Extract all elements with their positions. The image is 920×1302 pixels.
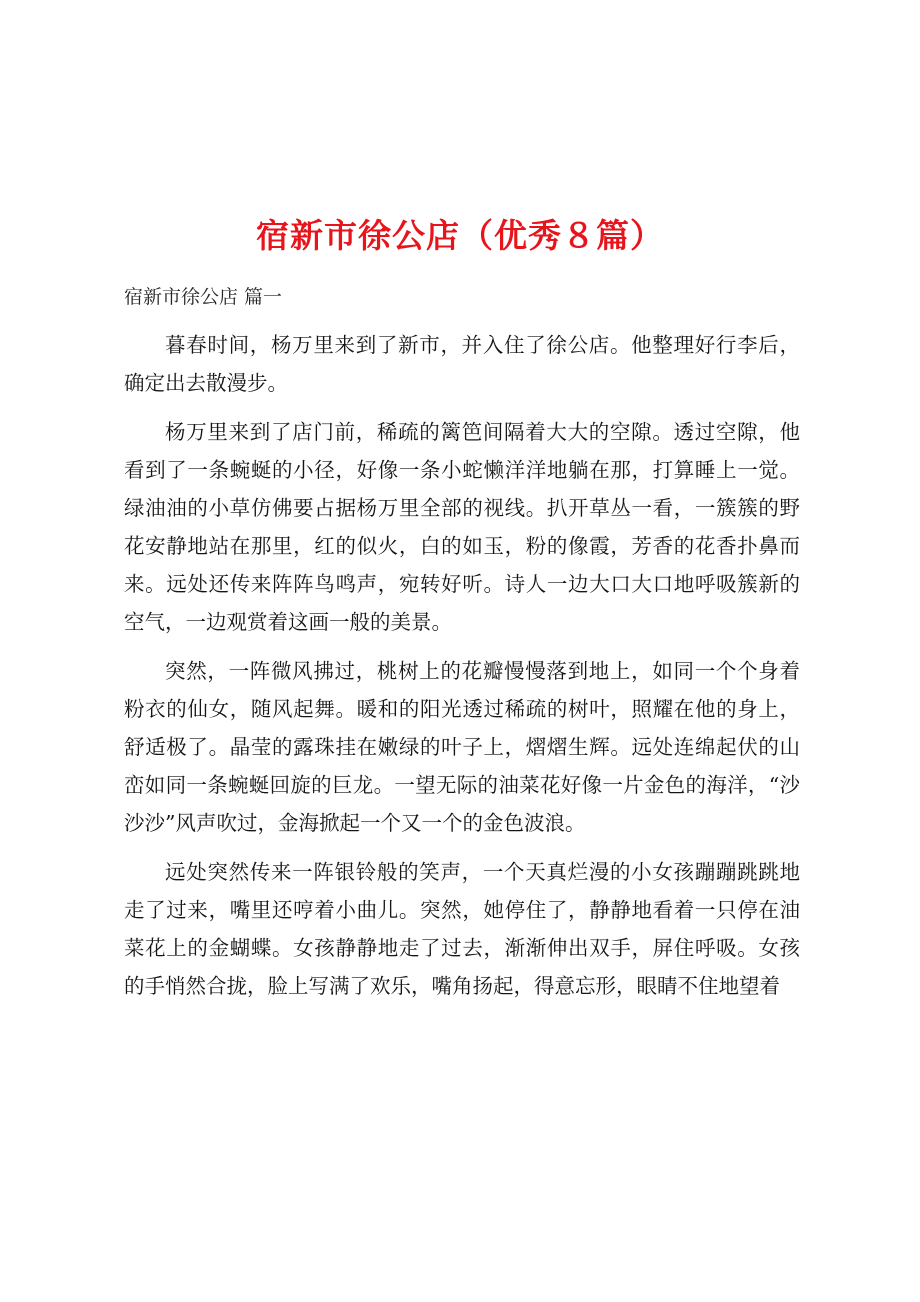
section-heading: 宿新市徐公店 篇一 [124, 286, 283, 308]
paragraph: 突然，一阵微风拂过，桃树上的花瓣慢慢落到地上，如同一个个身着粉衣的仙女，随风起舞。暖和的阳光透过稀疏的树叶，照耀在他的身上，舒适极了。晶莹的露珠挂在嫩绿的叶子上，熠熠生辉。远处连绵起伏的山峦如同一条蜿蜒回旋的巨龙。一望无际的油菜花好像一片金色的海洋，“沙沙沙”风声吹过，金海掀起一个又一个的金色波浪。 [124, 659, 800, 835]
paragraph: 远处突然传来一阵银铃般的笑声，一个天真烂漫的小女孩蹦蹦跳跳地走了过来，嘴里还哼着小曲儿。突然，她停住了，静静地看着一只停在油菜花上的金蝴蝶。女孩静静地走了过去，渐渐伸出双手，屏住呼吸。女孩的手悄然合拢，脸上写满了欢乐，嘴角扬起，得意忘形，眼睛不住地望着 [124, 860, 800, 998]
paragraph: 暮春时间，杨万里来到了新市，并入住了徐公店。他整理好行李后，确定出去散漫步。 [124, 333, 800, 395]
page-title: 宿新市徐公店（优秀８篇） [256, 216, 664, 256]
document-body [124, 326, 800, 1016]
paragraph: 杨万里来到了店门前，稀疏的篱笆间隔着大大的空隙。透过空隙，他看到了一条蜿蜒的小径，好像一条小蛇懒洋洋地躺在那，打算睡上一觉。绿油油的小草仿佛要占据杨万里全部的视线。扒开草丛一看，一簇簇的野花安静地站在那里，红的似火，白的如玉，粉的像霞，芳香的花香扑鼻而来。远处还传来阵阵鸟鸣声，宛转好听。诗人一边大口大口地呼吸簇新的空气，一边观赏着这画一般的美景。 [124, 420, 800, 634]
